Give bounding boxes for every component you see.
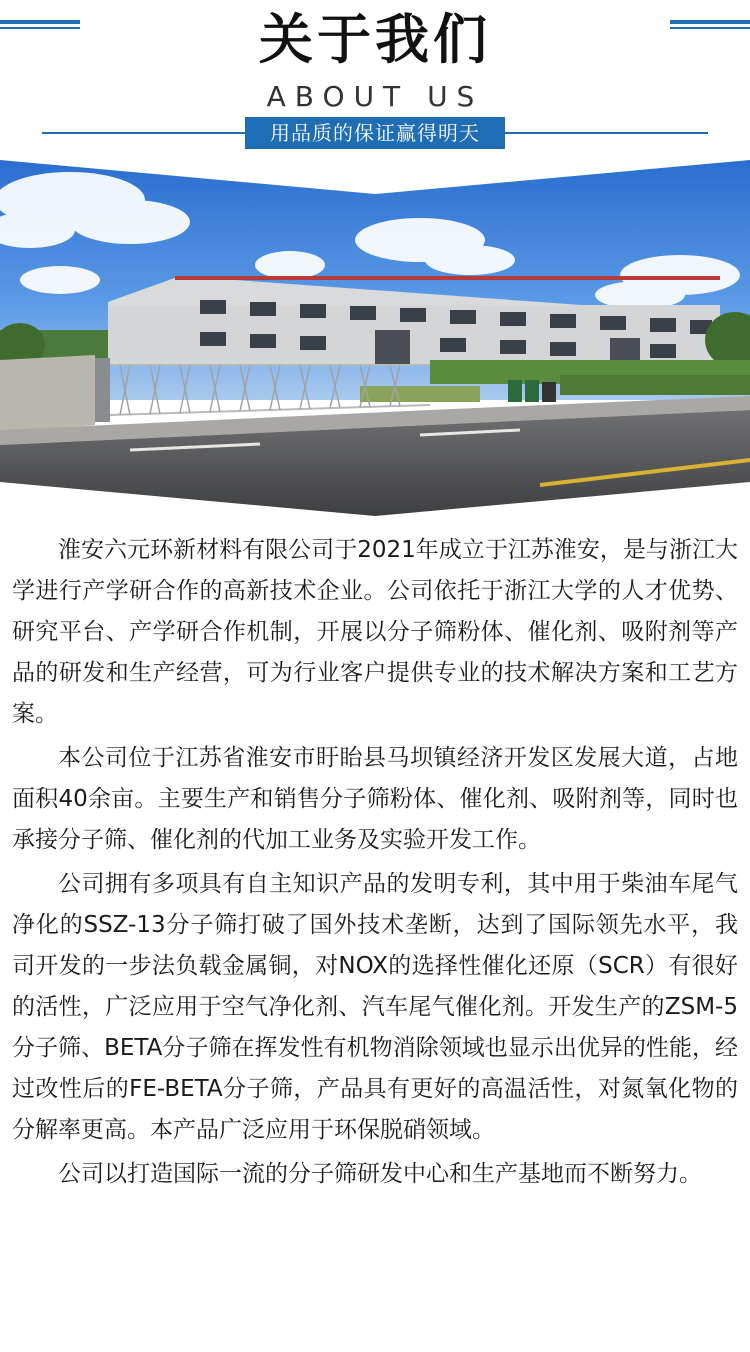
- intro-paragraph-2: 本公司位于江苏省淮安市盱眙县马坝镇经济开发区发展大道，占地面积40余亩。主要生产和销售分子筛粉体、催化剂、吸附剂等，同时也承接分子筛、催化剂的代加工业务及实验开发工作。: [12, 745, 738, 853]
- company-introduction: [12, 530, 738, 1198]
- page-title: 关于我们: [259, 8, 491, 71]
- slogan-banner: 用品质的保证赢得明天: [245, 117, 505, 149]
- intro-paragraph-1: 淮安六元环新材料有限公司于2021年成立于江苏淮安，是与浙江大学进行产学研合作的高新技术企业。公司依托于浙江大学的人才优势、研究平台、产学研合作机制，开展以分子筛粉体、催化剂、吸附剂等产品的研发和生产经营，可为行业客户提供专业的技术解决方案和工艺方案。: [12, 537, 738, 727]
- page-header: [0, 0, 750, 160]
- factory-photo: [0, 160, 750, 516]
- english-subtitle: ABOUT US: [266, 80, 484, 113]
- intro-paragraph-4: 公司以打造国际一流的分子筛研发中心和生产基地而不断努力。: [58, 1161, 702, 1187]
- intro-paragraph-3: 公司拥有多项具有自主知识产品的发明专利，其中用于柴油车尾气净化的SSZ-13分子筛打破了国外技术垄断，达到了国际领先水平，我司开发的一步法负载金属铜，对NOX的选择性催化还原（SCR）有很好的活性，广泛应用于空气净化剂、汽车尾气催化剂。开发生产的ZSM-5分子筛、BETA分子筛在挥发性有机物消除领域也显示出优异的性能，经过改性后的FE-BETA分子筛，产品具有更好的高温活性，对氮氧化物的分解率更高。本产品广泛应用于环保脱硝领域。: [12, 871, 738, 1143]
